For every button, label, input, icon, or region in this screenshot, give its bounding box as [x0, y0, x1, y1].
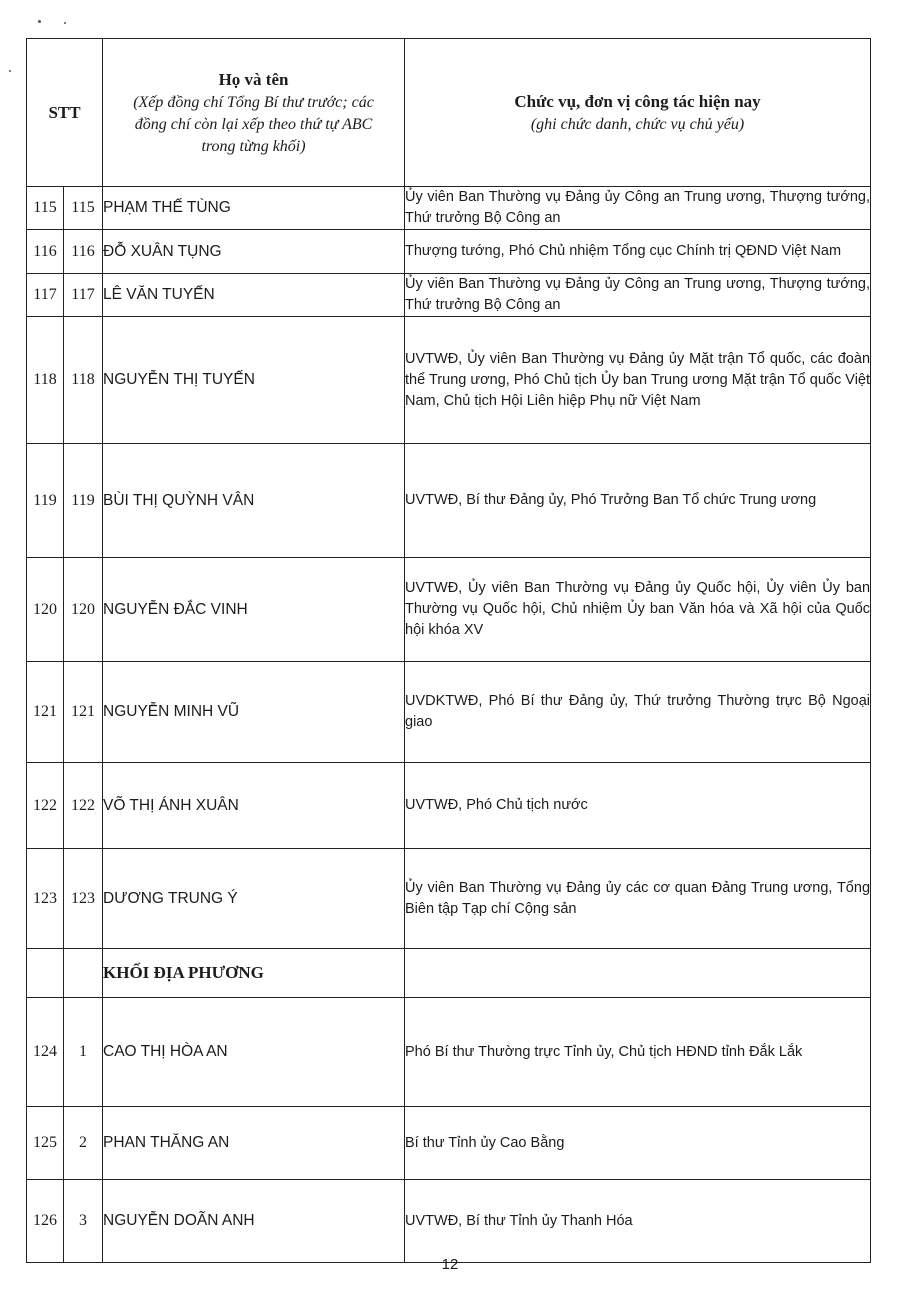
person-name: PHẠM THẾ TÙNG	[103, 187, 405, 230]
person-position: UVTWĐ, Phó Chủ tịch nước	[405, 763, 871, 849]
group-number: 3	[64, 1180, 103, 1263]
overall-number: 124	[27, 998, 64, 1107]
person-name: LÊ VĂN TUYẾN	[103, 274, 405, 317]
overall-number: 123	[27, 849, 64, 949]
name-header-title: Họ và tên	[218, 69, 289, 89]
person-name: PHAN THĂNG AN	[103, 1107, 405, 1180]
overall-number: 118	[27, 317, 64, 444]
group-number: 121	[64, 662, 103, 763]
overall-number: 116	[27, 230, 64, 274]
section-row	[27, 949, 871, 998]
name-header	[103, 39, 405, 187]
position-header	[405, 39, 871, 187]
overall-number: 122	[27, 763, 64, 849]
person-position: UVTWĐ, Ủy viên Ban Thường vụ Đảng ủy Mặt trận Tổ quốc, các đoàn thể Trung ương, Phó Chủ tịch Ủy ban Trung ương Mặt trận Tổ quốc Việt Nam, Chủ tịch Hội Liên hiệp Phụ nữ Việt Nam	[405, 317, 871, 444]
table-row	[27, 1107, 871, 1180]
table-row	[27, 763, 871, 849]
empty-cell	[405, 949, 871, 998]
group-number: 120	[64, 558, 103, 662]
person-name: NGUYỄN MINH VŨ	[103, 662, 405, 763]
overall-number: 126	[27, 1180, 64, 1263]
stt-header: STT	[27, 39, 103, 187]
person-position: UVDKTWĐ, Phó Bí thư Đảng ủy, Thứ trưởng Thường trực Bộ Ngoại giao	[405, 662, 871, 763]
table-row	[27, 274, 871, 317]
person-position: Ủy viên Ban Thường vụ Đảng ủy Công an Trung ương, Thượng tướng, Thứ trưởng Bộ Công an	[405, 274, 871, 317]
person-name: ĐỖ XUÂN TỤNG	[103, 230, 405, 274]
person-name: CAO THỊ HÒA AN	[103, 998, 405, 1107]
group-number: 122	[64, 763, 103, 849]
person-name: NGUYỄN THỊ TUYẾN	[103, 317, 405, 444]
scan-speck	[9, 70, 11, 72]
table-row	[27, 662, 871, 763]
table-row	[27, 317, 871, 444]
empty-cell	[64, 949, 103, 998]
table-row	[27, 230, 871, 274]
table-row	[27, 1180, 871, 1263]
person-position: UVTWĐ, Ủy viên Ban Thường vụ Đảng ủy Quốc hội, Ủy viên Ủy ban Thường vụ Quốc hội, Chủ nhiệm Ủy ban Văn hóa và Xã hội của Quốc hội khóa XV	[405, 558, 871, 662]
empty-cell	[27, 949, 64, 998]
person-position: Phó Bí thư Thường trực Tỉnh ủy, Chủ tịch HĐND tỉnh Đắk Lắk	[405, 998, 871, 1107]
name-header-note: (Xếp đồng chí Tổng Bí thư trước; các đồng chí còn lại xếp theo thứ tự ABC trong từng khối)	[133, 93, 374, 155]
group-number: 117	[64, 274, 103, 317]
person-name: DƯƠNG TRUNG Ý	[103, 849, 405, 949]
overall-number: 121	[27, 662, 64, 763]
overall-number: 125	[27, 1107, 64, 1180]
person-position: Ủy viên Ban Thường vụ Đảng ủy Công an Trung ương, Thượng tướng, Thứ trưởng Bộ Công an	[405, 187, 871, 230]
table-body	[27, 187, 871, 1263]
position-header-title: Chức vụ, đơn vị công tác hiện nay	[514, 91, 761, 111]
person-position: UVTWĐ, Bí thư Đảng ủy, Phó Trưởng Ban Tổ chức Trung ương	[405, 444, 871, 558]
overall-number: 117	[27, 274, 64, 317]
group-number: 119	[64, 444, 103, 558]
overall-number: 120	[27, 558, 64, 662]
group-number: 116	[64, 230, 103, 274]
position-header-note: (ghi chức danh, chức vụ chủ yếu)	[530, 115, 745, 133]
person-position: Thượng tướng, Phó Chủ nhiệm Tổng cục Chính trị QĐND Việt Nam	[405, 230, 871, 274]
delegates-table	[26, 38, 871, 1263]
group-number: 115	[64, 187, 103, 230]
section-label: KHỐI ĐỊA PHƯƠNG	[103, 949, 405, 998]
group-number: 118	[64, 317, 103, 444]
page-number: 12	[441, 1256, 459, 1273]
group-number: 2	[64, 1107, 103, 1180]
table-row	[27, 444, 871, 558]
person-position: Bí thư Tỉnh ủy Cao Bằng	[405, 1107, 871, 1180]
person-name: NGUYỄN ĐẮC VINH	[103, 558, 405, 662]
scan-speck	[64, 22, 66, 24]
table-row	[27, 849, 871, 949]
person-name: BÙI THỊ QUỲNH VÂN	[103, 444, 405, 558]
table-header-row	[27, 39, 871, 187]
person-name: NGUYỄN DOÃN ANH	[103, 1180, 405, 1263]
group-number: 1	[64, 998, 103, 1107]
scan-speck	[38, 20, 41, 23]
overall-number: 119	[27, 444, 64, 558]
table-row	[27, 558, 871, 662]
table-row	[27, 187, 871, 230]
person-position: UVTWĐ, Bí thư Tỉnh ủy Thanh Hóa	[405, 1180, 871, 1263]
overall-number: 115	[27, 187, 64, 230]
person-name: VÕ THỊ ÁNH XUÂN	[103, 763, 405, 849]
person-position: Ủy viên Ban Thường vụ Đảng ủy các cơ quan Đảng Trung ương, Tổng Biên tập Tạp chí Cộng sản	[405, 849, 871, 949]
table-row	[27, 998, 871, 1107]
group-number: 123	[64, 849, 103, 949]
